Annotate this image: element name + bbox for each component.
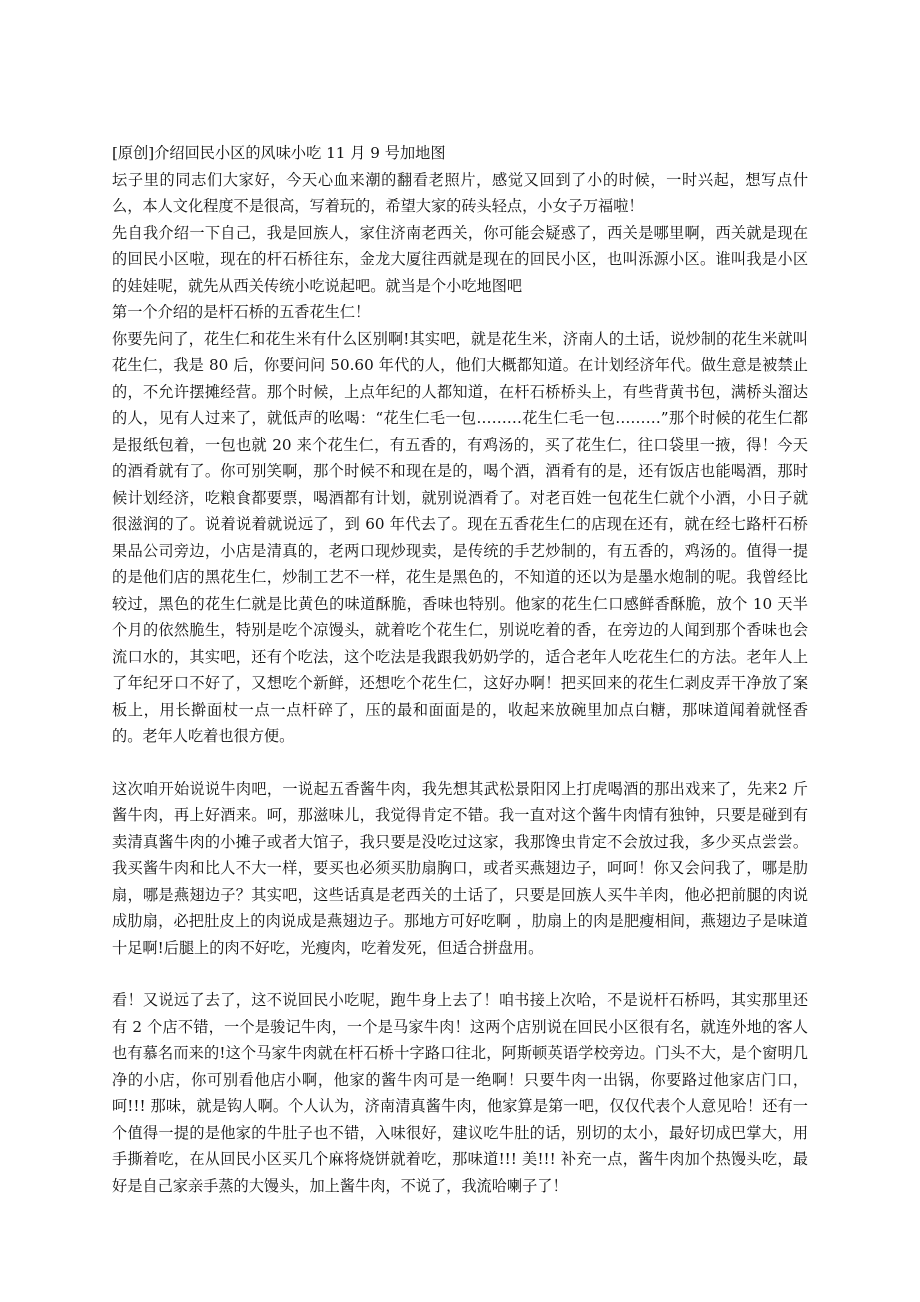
section-heading-peanuts: 第一个介绍的是杆石桥的五香花生仁！ [112,303,371,321]
document-body [112,140,808,1199]
paragraph-spacer [112,750,808,776]
paragraph-peanuts: 你要先问了，花生仁和花生米有什么区别啊!其实吧，就是花生米，济南人的土话，说炒制的花生米就叫花生仁，我是 80 后，你要问问 50.60 年代的人，他们大概都知道。在计划经济年代。做生意是被禁止的，不允许摆摊经营。那个时候，上点年纪的人都知道，在杆石桥桥头上，有些背黄书包，满桥头溜达的人，见有人过来了，就低声的吆喝：“花生仁毛一包………花生仁毛一包………”那个时候的花生仁都是报纸包着，一包也就 20 来个花生仁，有五香的，有鸡汤的，买了花生仁，往口袋里一掖，得！今天的酒肴就有了。你可别笑啊，那个时候不和现在是的，喝个酒，酒肴有的是，还有饭店也能喝酒，那时候计划经济，吃粮食都要票，喝酒都有计划，就别说酒肴了。对老百姓一包花生仁就个小酒，小日子就很滋润的了。说着说着就说远了，到 60 年代去了。现在五香花生仁的店现在还有，就在经七路杆石桥果品公司旁边，小店是清真的，老两口现炒现卖，是传统的手艺炒制的，有五香的，鸡汤的。值得一提的是他们店的黑花生仁，炒制工艺不一样，花生是黑色的，不知道的还以为是墨水炮制的呢。我曾经比较过，黑色的花生仁就是比黄色的味道酥脆，香味也特别。他家的花生仁口感鲜香酥脆，放个 10 天半个月的依然脆生，特别是吃个凉馒头，就着吃个花生仁，别说吃着的香，在旁边的人闻到那个香味也会流口水的，其实吧，还有个吃法，这个吃法是我跟我奶奶学的，适合老年人吃花生仁的方法。老年人上了年纪牙口不好了，又想吃个新鲜，还想吃个花生仁，这好办啊！把买回来的花生仁剥皮弄干净放了案板上，用长擀面杖一点一点杆碎了，压的最和面面是的，收起来放碗里加点白糖，那味道闻着就怪香的。老年人吃着也很方便。 [112,329,808,745]
paragraph-beef: 这次咱开始说说牛肉吧，一说起五香酱牛肉，我先想其武松景阳冈上打虎喝酒的那出戏来了，先来2 斤酱牛肉，再上好酒来。呵，那滋味儿，我觉得肯定不错。我一直对这个酱牛肉情有独钟，只要是碰到有卖清真酱牛肉的小摊子或者大馆子，我只要是没吃过这家，我那馋虫肯定不会放过我，多少买点尝尝。我买酱牛肉和比人不大一样，要买也必须买肋扇胸口，或者买燕翅边子，呵呵！你又会问我了，哪是肋扇，哪是燕翅边子？其实吧，这些话真是老西关的土话了，只要是回族人买牛羊肉，他必把前腿的肉说成肋扇，必把肚皮上的肉说成是燕翅边子。那地方可好吃啊 ，肋扇上的肉是肥瘦相间，燕翅边子是味道十足啊!后腿上的肉不好吃，光瘦肉，吃着发死，但适合拼盘用。 [112,779,808,957]
document-title: [原创]介绍回民小区的风味小吃 11 月 9 号加地图 [112,144,446,162]
paragraph-greeting: 坛子里的同志们大家好，今天心血来潮的翻看老照片，感觉又回到了小的时候，一时兴起，想写点什么，本人文化程度不是很高，写着玩的，希望大家的砖头轻点，小女子万福啦！ [112,170,808,215]
paragraph-self-intro: 先自我介绍一下自己，我是回族人，家住济南老西关，你可能会疑惑了，西关是哪里啊，西关就是现在的回民小区啦，现在的杆石桥往东，金龙大厦往西就是现在的回民小区，也叫泺源小区。谁叫我是小区的娃娃呢，就先从西关传统小吃说起吧。就当是个小吃地图吧 [112,223,808,295]
paragraph-spacer [112,961,808,987]
paragraph-beef-shops: 看！又说远了去了，这不说回民小吃呢，跑牛身上去了！咱书接上次哈，不是说杆石桥吗，其实那里还有 2 个店不错，一个是骏记牛肉，一个是马家牛肉！这两个店别说在回民小区很有名，就连外地的客人也有慕名而来的!这个马家牛肉就在杆石桥十字路口往北，阿斯顿英语学校旁边。门头不大，是个窗明几净的小店，你可别看他店小啊，他家的酱牛肉可是一绝啊！只要牛肉一出锅，你要路过他家店门口，呵!!! 那味，就是钩人啊。个人认为，济南清真酱牛肉，他家算是第一吧，仅仅代表个人意见哈！还有一个值得一提的是他家的牛肚子也不错，入味很好，建议吃牛肚的话，别切的太小，最好切成巴掌大，用手撕着吃，在从回民小区买几个麻将烧饼就着吃，那味道!!! 美!!! 补充一点，酱牛肉加个热馒头吃，最好是自己家亲手蒸的大馒头，加上酱牛肉，不说了，我流哈喇子了！ [112,991,808,1195]
